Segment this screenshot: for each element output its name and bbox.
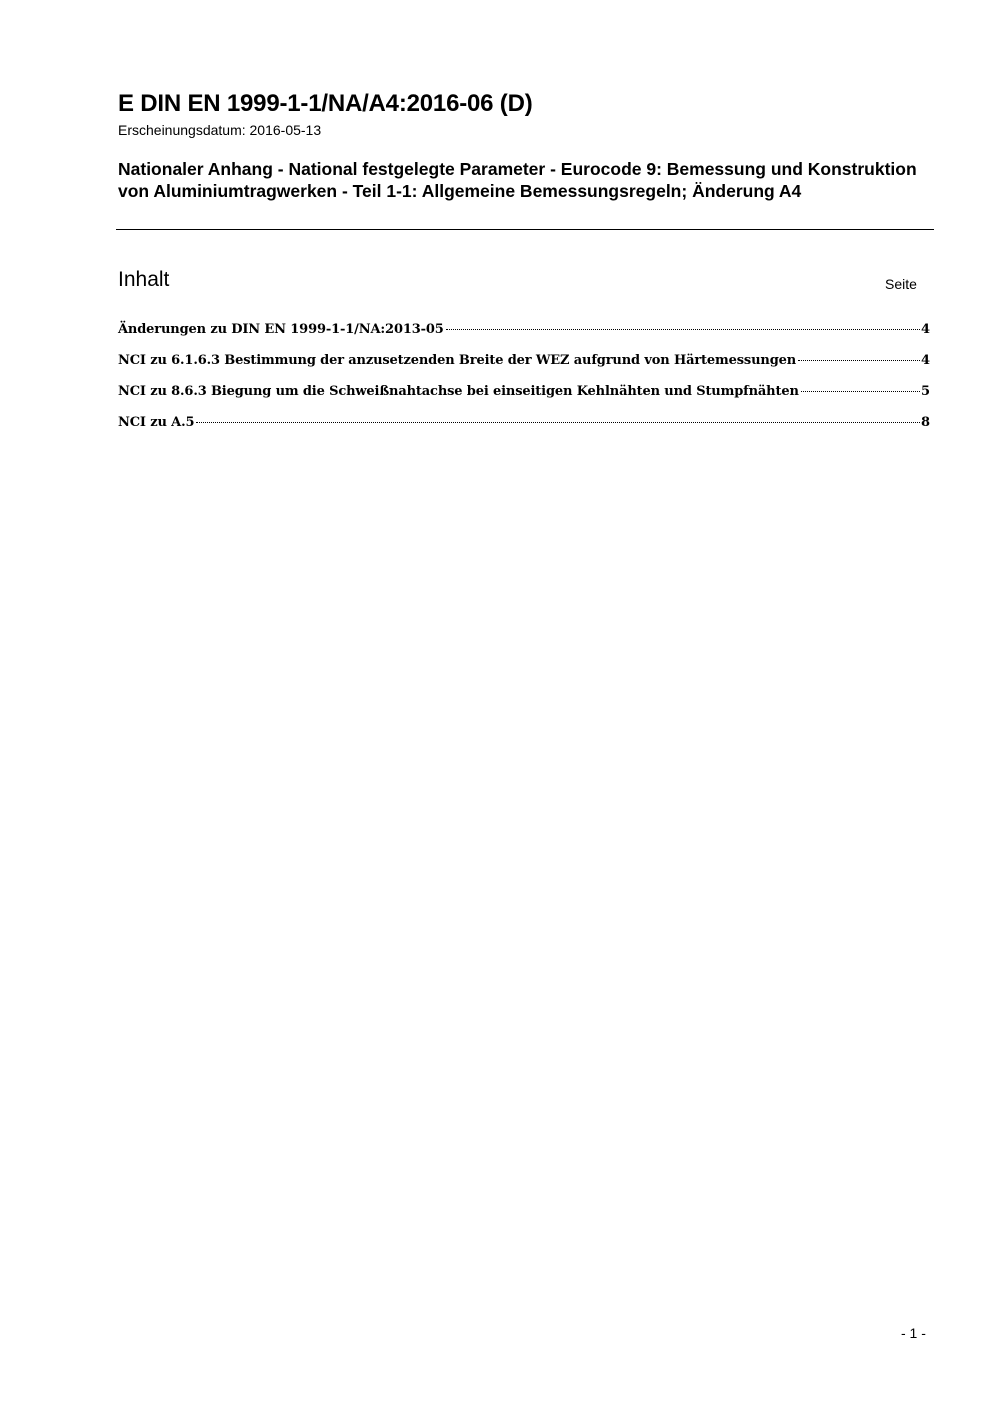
toc-entry-title: NCI zu A.5 — [118, 415, 195, 430]
toc-entry-page: 8 — [920, 415, 930, 430]
document-title: E DIN EN 1999-1-1/NA/A4:2016-06 (D) — [118, 90, 533, 117]
toc-entry[interactable] — [118, 353, 930, 384]
toc-entry[interactable] — [118, 322, 930, 353]
toc-dot-leader — [446, 329, 920, 330]
toc-entry-title: NCI zu 6.1.6.3 Bestimmung der anzusetzenden Breite der WEZ aufgrund von Härtemessungen — [118, 353, 797, 368]
toc-dot-leader — [798, 360, 920, 361]
page-number: - 1 - — [901, 1325, 926, 1341]
toc-dot-leader — [196, 422, 920, 423]
toc-page-column-label: Seite — [885, 276, 917, 292]
toc-heading: Inhalt — [118, 268, 170, 291]
title-divider — [116, 229, 934, 230]
toc-entry[interactable] — [118, 415, 930, 446]
table-of-contents — [118, 322, 930, 446]
document-subtitle: Nationaler Anhang - National festgelegte Parameter - Eurocode 9: Bemessung und Konstruktion von Aluminiumtragwerken - Teil 1-1: Allgemeine Bemessungsregeln; Änderung A4 — [118, 159, 917, 201]
toc-entry[interactable] — [118, 384, 930, 415]
toc-entry-page: 4 — [920, 353, 930, 368]
toc-entry-title: NCI zu 8.6.3 Biegung um die Schweißnahtachse bei einseitigen Kehlnähten und Stumpfnähten — [118, 384, 799, 399]
toc-entry-page: 5 — [920, 384, 930, 399]
toc-entry-page: 4 — [920, 322, 930, 337]
toc-dot-leader — [801, 391, 920, 392]
toc-entry-title: Änderungen zu DIN EN 1999-1-1/NA:2013-05 — [118, 322, 444, 337]
publication-date: Erscheinungsdatum: 2016-05-13 — [118, 122, 322, 138]
